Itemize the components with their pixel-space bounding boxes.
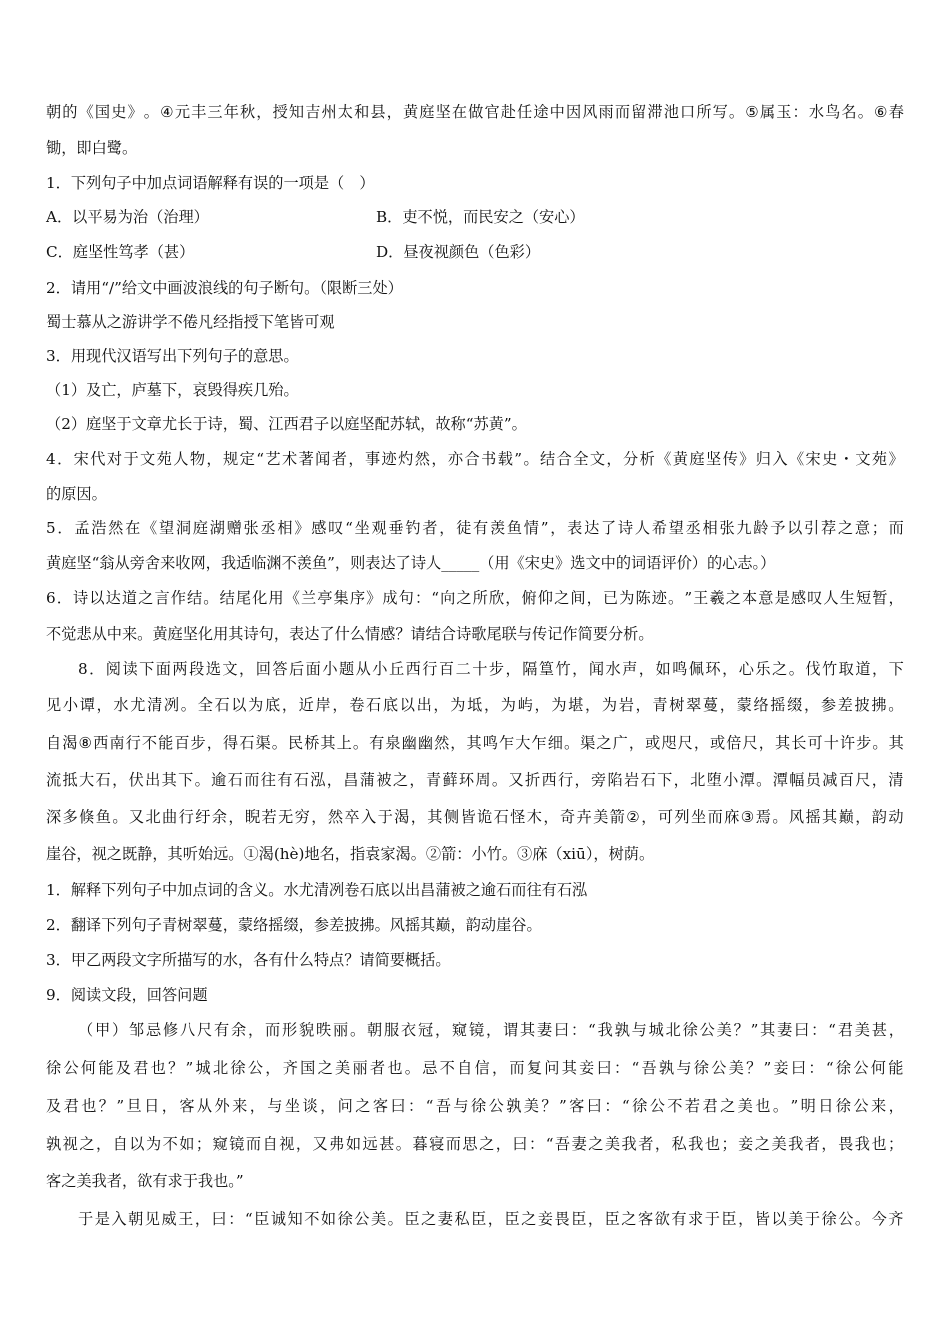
question-1: 1．下列句子中加点词语解释有误的一项是（ ） xyxy=(46,174,375,192)
option-c: C．庭坚性笃孝（甚） xyxy=(46,243,195,261)
question-3: 3．用现代汉语写出下列句子的意思。 xyxy=(46,347,299,365)
question-4: 的原因。 xyxy=(46,485,107,503)
question-5: 黄庭坚“翁从旁舍来收网，我适临渊不羡鱼”，则表达了诗人_____（用《宋史》选文中的词语评价）的心志。） xyxy=(46,554,776,572)
passage-8: 崖谷，视之既静，其听始远。①渴(hè)地名，指袁家渴。②箭：小竹。③庥（xiū），树荫。 xyxy=(46,845,655,863)
passage-9: （ 甲 ） 邹 忌 修 八 尺 有 余 ， 而 形 貌 昳 丽 。 朝 服 衣 冠 ， 窥 镜 ， 谓 其 妻 曰 ： “ 我 孰 与 城 北 徐 公 美 ？ ” 其 妻 曰 ： “ 君 美 甚 ， xyxy=(78,1021,904,1039)
question-3-item-1: （1）及亡，庐墓下，哀毁得疾几殆。 xyxy=(46,381,299,399)
question-6: 6 ． 诗 以 达 道 之 言 作 结 。 结 尾 化 用 《 兰 亭 集 序 》 成 句 ： “ 向 之 所 欣 ， 俯 仰 之 间 ， 已 为 陈 迹 。 ” 王 羲 之 本 意 是 感 叹 人 生 短 暂 ， xyxy=(46,589,904,607)
passage-8: 8 ． 阅 读 下 面 两 段 选 文 ， 回 答 后 面 小 题 从 小 丘 西 行 百 二 十 步 ， 隔 篁 竹 ， 闻 水 声 ， 如 鸣 佩 环 ， 心 乐 之 。 伐 竹 取 道 ， 下 xyxy=(78,660,904,678)
question-4: 4 ． 宋 代 对 于 文 苑 人 物 ， 规 定 “ 艺 术 著 闻 者 ， 事 迹 灼 然 ， 亦 合 书 载 ” 。 结 合 全 文 ， 分 析 《 黄 庭 坚 传 》 归 入 《 宋 史 ・ 文 苑 》 xyxy=(46,450,904,468)
option-d: D．昼夜视颜色（色彩） xyxy=(376,243,541,261)
question-8-1: 1．解释下列句子中加点词的含义。水尤清冽卷石底以出昌蒲被之逾石而往有石泓 xyxy=(46,881,588,899)
passage-8: 自 渴 ⑧ 西 南 行 不 能 百 步 ， 得 石 渠 。 民 桥 其 上 。 有 泉 幽 幽 然 ， 其 鸣 乍 大 乍 细 。 渠 之 广 ， 或 咫 尺 ， 或 倍 尺 ， 其 长 可 十 许 步 。 其 xyxy=(46,734,904,752)
question-3-item-2: （2）庭坚于文章尤长于诗，蜀、江西君子以庭坚配苏轼，故称“苏黄”。 xyxy=(46,415,527,433)
passage-9: 及 君 也 ？ ” 旦 日 ， 客 从 外 来 ， 与 坐 谈 ， 问 之 客 曰 ： “ 吾 与 徐 公 孰 美 ？ ” 客 曰 ： “ 徐 公 不 若 君 之 美 也 。 ” 明 日 徐 公 来 ， xyxy=(46,1097,904,1115)
passage-9: 孰 视 之 ， 自 以 为 不 如 ； 窥 镜 而 自 视 ， 又 弗 如 远 甚 。 暮 寝 而 思 之 ， 曰 ： “ 吾 妻 之 美 我 者 ， 私 我 也 ； 妾 之 美 我 者 ， 畏 我 也 ； xyxy=(46,1135,904,1153)
question-8-2: 2．翻译下列句子青树翠蔓，蒙络摇缀，参差披拂。风摇其巅，韵动崖谷。 xyxy=(46,916,542,934)
footnote-line: 锄，即白鹭。 xyxy=(46,139,138,157)
question-5: 5 ． 孟 浩 然 在 《 望 洞 庭 湖 赠 张 丞 相 》 感 叹 “ 坐 观 垂 钓 者 ， 徒 有 羡 鱼 情 ” ， 表 达 了 诗 人 希 望 丞 相 张 九 龄 予 以 引 荐 之 意 ； 而 xyxy=(46,519,904,537)
question-2-text: 蜀士慕从之游讲学不倦凡经指授下笔皆可观 xyxy=(46,313,335,331)
question-6: 不觉悲从中来。黄庭坚化用其诗句，表达了什么情感？请结合诗歌尾联与传记作简要分析。 xyxy=(46,625,654,643)
passage-8: 见 小 谭 ， 水 尤 清 冽 。 全 石 以 为 底 ， 近 岸 ， 卷 石 底 以 出 ， 为 坻 ， 为 屿 ， 为 堪 ， 为 岩 ， 青 树 翠 蔓 ， 蒙 络 摇 缀 ， 参 差 披 拂 。 xyxy=(46,696,904,714)
passage-8: 深 多 倏 鱼 。 又 北 曲 行 纡 余 ， 睨 若 无 穷 ， 然 卒 入 于 渴 ， 其 侧 皆 诡 石 怪 木 ， 奇 卉 美 箭 ② ， 可 列 坐 而 庥 ③ 焉 。 风 摇 其 巅 ， 韵 动 xyxy=(46,808,904,826)
question-2: 2．请用“/”给文中画波浪线的句子断句。（限断三处） xyxy=(46,279,403,297)
footnote-line: 朝 的 《 国 史 》 。 ④ 元 丰 三 年 秋 ， 授 知 吉 州 太 和 县 ， 黄 庭 坚 在 做 官 赴 任 途 中 因 风 雨 而 留 滞 池 口 所 写 。 ⑤ 属 玉 ： 水 鸟 名 。 ⑥ 春 xyxy=(46,103,904,121)
question-8-3: 3．甲乙两段文字所描写的水，各有什么特点？请简要概括。 xyxy=(46,951,451,969)
passage-9: 客之美我者，欲有求于我也。” xyxy=(46,1172,244,1190)
passage-8: 流 抵 大 石 ， 伏 出 其 下 。 逾 石 而 往 有 石 泓 ， 昌 蒲 被 之 ， 青 藓 环 周 。 又 折 西 行 ， 旁 陷 岩 石 下 ， 北 堕 小 潭 。 潭 幅 员 减 百 尺 ， 清 xyxy=(46,771,904,789)
option-b: B．吏不悦，而民安之（安心） xyxy=(376,208,585,226)
question-9: 9．阅读文段，回答问题 xyxy=(46,986,208,1004)
passage-9: 于 是 入 朝 见 威 王 ， 曰 ： “ 臣 诚 知 不 如 徐 公 美 。 臣 之 妻 私 臣 ， 臣 之 妾 畏 臣 ， 臣 之 客 欲 有 求 于 臣 ， 皆 以 美 于 徐 公 。 今 齐 xyxy=(78,1210,904,1228)
passage-9: 徐 公 何 能 及 君 也 ？ ” 城 北 徐 公 ， 齐 国 之 美 丽 者 也 。 忌 不 自 信 ， 而 复 问 其 妾 曰 ： “ 吾 孰 与 徐 公 美 ？ ” 妾 曰 ： “ 徐 公 何 能 xyxy=(46,1059,904,1077)
option-a: A．以平易为治（治理） xyxy=(46,208,209,226)
